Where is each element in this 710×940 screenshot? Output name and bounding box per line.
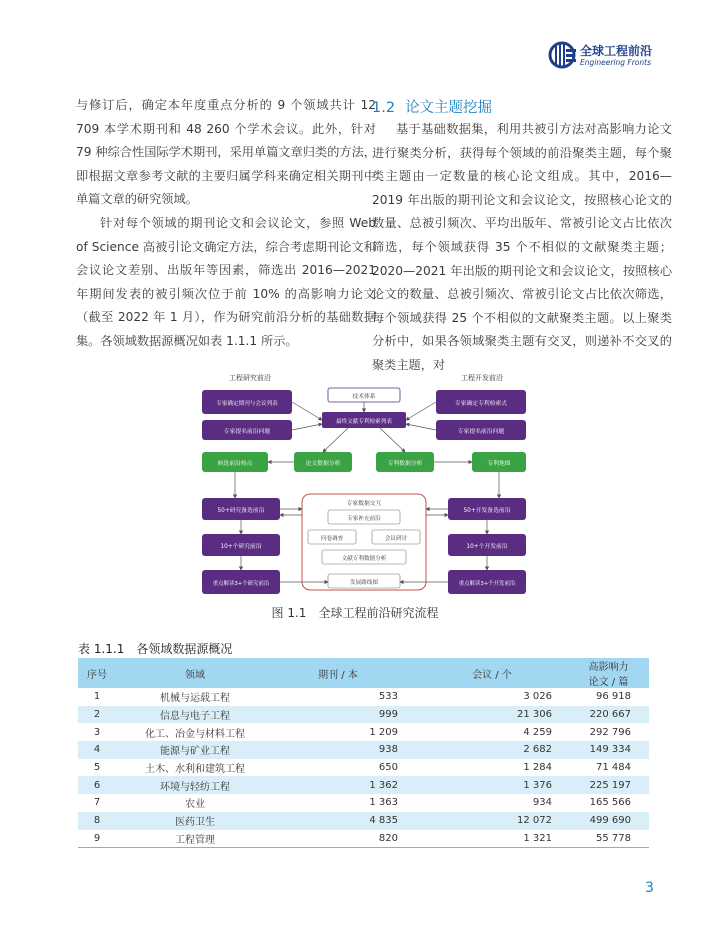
table-row <box>78 776 649 794</box>
table-cell: 医药卫生 <box>116 812 274 830</box>
paragraph: 基于基础数据集，利用共被引方法对高影响力论文进行聚类分析，获得每个领域的前沿聚类主题，每个聚类主题由一定数量的核心论文组成。其中，2016—2019 年出版的期刊论文和会议论文，按照核心论文的数量、总被引频次、平均出版年、常被引论文占比依次筛选，每个领域获得 35 个不相似的文献聚类主题；2020—2021 年出版的期刊论文和会议论文，按照核心论文的数量、总被引频次、常被引论文占比依次筛选，每个领域获得 25 个不相似的文献聚类主题。以上聚类分析中，如果各领域聚类主题有交叉，则递补不交叉的聚类主题，对 <box>372 122 672 372</box>
table-cell: 938 <box>274 741 428 759</box>
table-caption: 表 1.1.1 各领域数据源概况 <box>78 642 233 656</box>
column-header: 会议 / 个 <box>428 658 582 688</box>
table-cell: 5 <box>78 759 116 777</box>
right-column-text <box>372 118 672 378</box>
table-cell: 环境与轻纺工程 <box>116 776 274 794</box>
table-cell: 3 <box>78 723 116 741</box>
table-cell: 机械与运载工程 <box>116 688 274 706</box>
node-expert-supplement <box>328 510 400 524</box>
table-row <box>78 759 649 777</box>
table-cell: 1 <box>78 688 116 706</box>
node-label: 专家提名前沿问题 <box>457 429 505 435</box>
node-roadmap <box>328 574 400 588</box>
table-cell: 149 334 <box>582 741 649 759</box>
node-right-10-fronts <box>448 534 526 556</box>
node-right-patent-map <box>472 452 526 472</box>
node-left-key-interpretation <box>202 570 280 594</box>
node-label: 专利数据分析 <box>387 461 423 467</box>
logo-title-cn: 全球工程前沿 <box>580 44 653 58</box>
table-cell: 1 321 <box>428 830 582 848</box>
node-left-expert-problems <box>202 420 292 440</box>
node-seminar <box>372 530 420 544</box>
node-left-10-fronts <box>202 534 280 556</box>
node-label: 问卷调查 <box>320 536 344 542</box>
table-cell: 2 <box>78 706 116 724</box>
node-label: 专家确定期刊与会议列表 <box>216 401 278 407</box>
table-cell: 7 <box>78 794 116 812</box>
node-label: 重点解读3+个研究前沿 <box>212 581 270 587</box>
table-cell: 4 835 <box>274 812 428 830</box>
node-label: 会议研讨 <box>384 536 408 542</box>
table-cell: 工程管理 <box>116 830 274 848</box>
node-label: 论文数据分析 <box>305 461 341 467</box>
node-label: 专利地图 <box>487 461 511 467</box>
table-cell: 999 <box>274 706 428 724</box>
table-cell: 165 566 <box>582 794 649 812</box>
node-label: 重点解读3+个开发前沿 <box>458 581 516 587</box>
column-header: 期刊 / 本 <box>274 658 428 688</box>
globe-logo-icon <box>548 40 578 70</box>
table-row <box>78 794 649 812</box>
node-left-candidate-hotspots <box>202 452 268 472</box>
node-right-50-candidates <box>448 498 526 520</box>
right-track-title: 工程开发前沿 <box>461 374 503 382</box>
node-label: 候选前沿热点 <box>217 461 253 467</box>
table-cell: 8 <box>78 812 116 830</box>
node-label: 10+个开发前沿 <box>466 544 508 550</box>
column-header: 高影响力论文 / 篇 <box>582 658 649 688</box>
page-number: 3 <box>645 880 654 896</box>
node-patent-analysis <box>376 452 434 472</box>
paragraph: 与修订后，确定本年度重点分析的 9 个领域共计 12 709 本学术期刊和 48 260 个学术会议。此外，针对 79 种综合性国际学术期刊，采用单篇文章归类的方法，即根据文章参考文献的主要归属学科来确定相关期刊中单篇文章的研究领域。 <box>76 98 376 207</box>
table-cell: 292 796 <box>582 723 649 741</box>
table-cell: 820 <box>274 830 428 848</box>
node-label: 专家确定专利检索式 <box>454 401 508 407</box>
table-row <box>78 741 649 759</box>
table-cell: 3 026 <box>428 688 582 706</box>
table-cell: 9 <box>78 830 116 848</box>
research-flowchart <box>198 370 530 600</box>
node-label: 技术体系 <box>352 394 376 400</box>
node-questionnaire <box>308 530 356 544</box>
figure-caption: 图 1.1 全球工程前沿研究流程 <box>271 606 439 620</box>
node-final-list <box>322 412 406 428</box>
table-cell: 土木、水利和建筑工程 <box>116 759 274 777</box>
table-row <box>78 812 649 830</box>
node-tech-system <box>328 388 400 402</box>
node-left-journals <box>202 390 292 414</box>
left-column-text <box>76 94 376 354</box>
node-right-expert-problems <box>436 420 526 440</box>
table-cell: 1 284 <box>428 759 582 777</box>
table-cell: 55 778 <box>582 830 649 848</box>
table-row <box>78 706 649 724</box>
table-row <box>78 723 649 741</box>
table-header-row <box>78 658 649 688</box>
node-right-key-interpretation <box>448 570 526 594</box>
table-cell: 1 362 <box>274 776 428 794</box>
table-row <box>78 688 649 706</box>
section-title: 论文主题挖掘 <box>405 100 493 116</box>
node-label: 50+开发备选前沿 <box>463 508 511 514</box>
table-row <box>78 830 649 848</box>
node-label: 专家补充前沿 <box>347 516 381 522</box>
node-label: 最终文献专利检索列表 <box>336 419 392 425</box>
data-source-table <box>78 658 649 848</box>
node-label: 10+个研究前沿 <box>220 544 262 550</box>
node-literature-patent-analysis <box>322 550 406 564</box>
table-cell: 1 363 <box>274 794 428 812</box>
paragraph: 针对每个领域的期刊论文和会议论文，参照 Web of Science 高被引论文确定方法，综合考虑期刊论文和会议论文差别、出版年等因素，筛选出 2016—2021 年期间发表的被引频次位于前 10% 的高影响力论文（截至 2022 年 1 月），作为研究前沿分析的基础数据集。各领域数据源概况如表 1.1.1 所示。 <box>76 215 376 348</box>
table-cell: 225 197 <box>582 776 649 794</box>
table-cell: 71 484 <box>582 759 649 777</box>
table-cell: 934 <box>428 794 582 812</box>
section-heading <box>372 96 502 117</box>
node-label: 发展路线图 <box>350 580 378 586</box>
table-cell: 220 667 <box>582 706 649 724</box>
engineering-fronts-logo <box>548 40 668 74</box>
node-label: 专家提名前沿问题 <box>223 429 271 435</box>
table-cell: 21 306 <box>428 706 582 724</box>
node-paper-analysis <box>294 452 352 472</box>
table-cell: 4 <box>78 741 116 759</box>
node-left-50-candidates <box>202 498 280 520</box>
table-cell: 650 <box>274 759 428 777</box>
left-track-title: 工程研究前沿 <box>229 374 271 382</box>
table-cell: 4 259 <box>428 723 582 741</box>
section-number: 1.2 <box>372 100 396 116</box>
node-right-patent-query <box>436 390 526 414</box>
table-cell: 信息与电子工程 <box>116 706 274 724</box>
table-cell: 96 918 <box>582 688 649 706</box>
node-label: 50+研究备选前沿 <box>217 508 265 514</box>
table-cell: 1 209 <box>274 723 428 741</box>
node-label-expert-interaction: 专家数据交互 <box>346 501 382 507</box>
column-header: 领域 <box>116 658 274 688</box>
table-cell: 2 682 <box>428 741 582 759</box>
table-cell: 6 <box>78 776 116 794</box>
table-cell: 499 690 <box>582 812 649 830</box>
table-cell: 能源与矿业工程 <box>116 741 274 759</box>
table-cell: 农业 <box>116 794 274 812</box>
table-cell: 化工、冶金与材料工程 <box>116 723 274 741</box>
table-cell: 1 376 <box>428 776 582 794</box>
column-header: 序号 <box>78 658 116 688</box>
table-cell: 533 <box>274 688 428 706</box>
logo-title-en: Engineering Fronts <box>580 58 651 67</box>
table-cell: 12 072 <box>428 812 582 830</box>
node-label: 文献专利数据分析 <box>341 556 387 562</box>
